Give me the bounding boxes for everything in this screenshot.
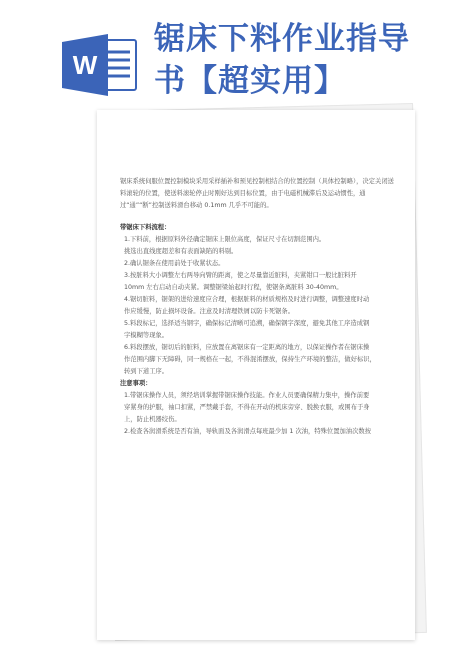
step-line: 作应缓慢，防止损坏设备。注意及时清理铁屑以防卡死锯条。 — [124, 308, 295, 315]
document-preview — [97, 110, 415, 640]
section-heading-process: 带锯床下料流程： — [120, 224, 171, 231]
page-title — [154, 18, 464, 102]
word-document-icon — [62, 34, 138, 96]
note-line: 1.带锯床操作人员，须经培训掌握带锯床操作技能。作业人员要确保精力集中，操作前要 — [124, 392, 370, 399]
step-line: 2.确认锯条在使用前处于收紧状态。 — [124, 260, 225, 267]
step-line: 1.下料前，根据原料外径确定锯床上限位高度，保证尺寸在切割范围内。 — [124, 236, 326, 243]
page-header — [0, 0, 474, 110]
note-line: 上，防止机器绞伤。 — [124, 416, 181, 423]
step-line: 字模糊等现象。 — [124, 332, 169, 339]
step-line: 5.料段标记，选择适当钢字，确保标记清晰可追溯，确保钢字深度，避免其他工序造成钢 — [124, 320, 370, 327]
document-body — [120, 176, 398, 438]
step-line: 4.锯切脏料，锯架的进给速度应合理，根据脏料的材质规格及时进行调整，调整速度时动 — [124, 296, 370, 303]
step-line: 挑选出直线度超差和有表面缺陷的料剔。 — [124, 248, 238, 255]
step-line: 作范围内脚下无障碍，同一规格在一起，不得混淆摆放，保持生产环境的整洁，做好标识， — [124, 356, 376, 363]
section-heading-notes: 注意事项： — [120, 380, 152, 387]
note-line: 穿紧身的护服，袖口扣紧，严禁戴手套，不得在开动的机床旁穿、脱换衣服，或围布于身 — [124, 404, 370, 411]
step-line: 3.按脏料大小调整左右两导向臂的距离，使之尽量靠近脏料，夹紧钳口一般比脏料开 — [124, 272, 357, 279]
intro-paragraph: 锯床系统伺服位置控制模块采用采样插补和预见控制相结合的位置控制（具体控制略），决定关闭送料滚轮的位置，使送料滚轮停止时刚好达到目标位置，由于电磁机械滞后及运动惯性，通过“通”“断”控制送料滑台移动 0.1mm 几乎不可能的。 — [120, 178, 394, 209]
step-line: 6.料段摆放，锯切后的脏料，应放置在离锯床有一定距离的地方，以保证操作者在锯床操 — [124, 344, 370, 351]
step-line: 10mm 左右启动自动夹紧。调整锯梁始起时行程，使锯条离脏料 30-40mm。 — [124, 284, 343, 291]
title-line-1: 锯床下料作业指导 — [154, 21, 410, 57]
title-line-2: 书【超实用】 — [154, 63, 346, 99]
note-line: 2.检查各润滑系统是否有油，导轨面及各润滑点每班最少加 1 次油，特殊位置加油次数按 — [124, 428, 372, 435]
word-icon-letter: W — [72, 50, 98, 80]
step-line: 转到下道工序。 — [124, 368, 169, 375]
